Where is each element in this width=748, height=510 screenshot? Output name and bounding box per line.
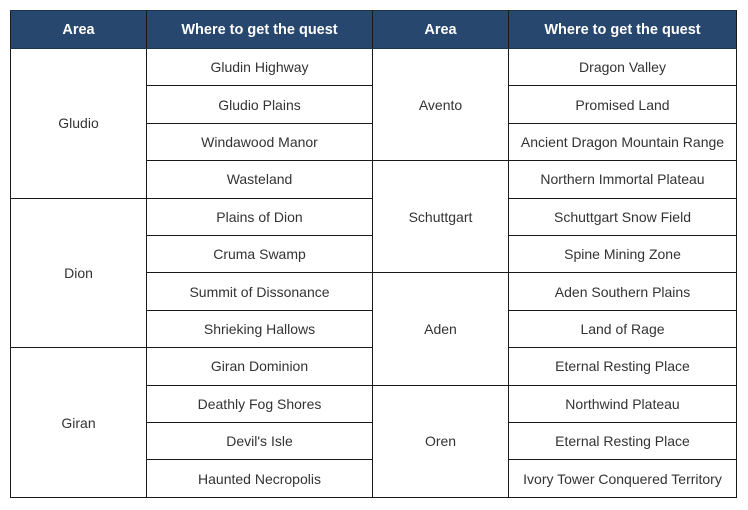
quest-cell: Northern Immortal Plateau [509, 161, 737, 198]
quest-cell: Aden Southern Plains [509, 273, 737, 310]
area-cell-dion: Dion [11, 198, 147, 348]
quest-cell: Cruma Swamp [147, 236, 373, 273]
quest-cell: Spine Mining Zone [509, 236, 737, 273]
area-cell-oren: Oren [373, 385, 509, 497]
header-quest-right: Where to get the quest [509, 11, 737, 49]
quest-cell: Gludin Highway [147, 49, 373, 86]
quest-location-table [10, 10, 737, 498]
area-cell-gludio: Gludio [11, 49, 147, 199]
quest-cell: Summit of Dissonance [147, 273, 373, 310]
header-quest-left: Where to get the quest [147, 11, 373, 49]
area-cell-giran: Giran [11, 348, 147, 498]
quest-cell: Eternal Resting Place [509, 348, 737, 385]
quest-cell: Schuttgart Snow Field [509, 198, 737, 235]
area-cell-avento: Avento [373, 49, 509, 161]
quest-cell: Deathly Fog Shores [147, 385, 373, 422]
quest-cell: Ivory Tower Conquered Territory [509, 460, 737, 498]
area-cell-schuttgart: Schuttgart [373, 161, 509, 273]
quest-cell: Eternal Resting Place [509, 423, 737, 460]
table-row [11, 49, 737, 86]
quest-cell: Promised Land [509, 86, 737, 123]
quest-cell: Ancient Dragon Mountain Range [509, 123, 737, 160]
quest-cell: Gludio Plains [147, 86, 373, 123]
quest-cell: Dragon Valley [509, 49, 737, 86]
quest-cell: Wasteland [147, 161, 373, 198]
quest-cell: Windawood Manor [147, 123, 373, 160]
quest-cell: Devil's Isle [147, 423, 373, 460]
quest-cell: Giran Dominion [147, 348, 373, 385]
quest-cell: Northwind Plateau [509, 385, 737, 422]
header-area-left: Area [11, 11, 147, 49]
header-row [11, 11, 737, 49]
quest-cell: Land of Rage [509, 310, 737, 347]
area-cell-aden: Aden [373, 273, 509, 385]
quest-cell: Plains of Dion [147, 198, 373, 235]
quest-cell: Haunted Necropolis [147, 460, 373, 498]
quest-cell: Shrieking Hallows [147, 310, 373, 347]
header-area-right: Area [373, 11, 509, 49]
